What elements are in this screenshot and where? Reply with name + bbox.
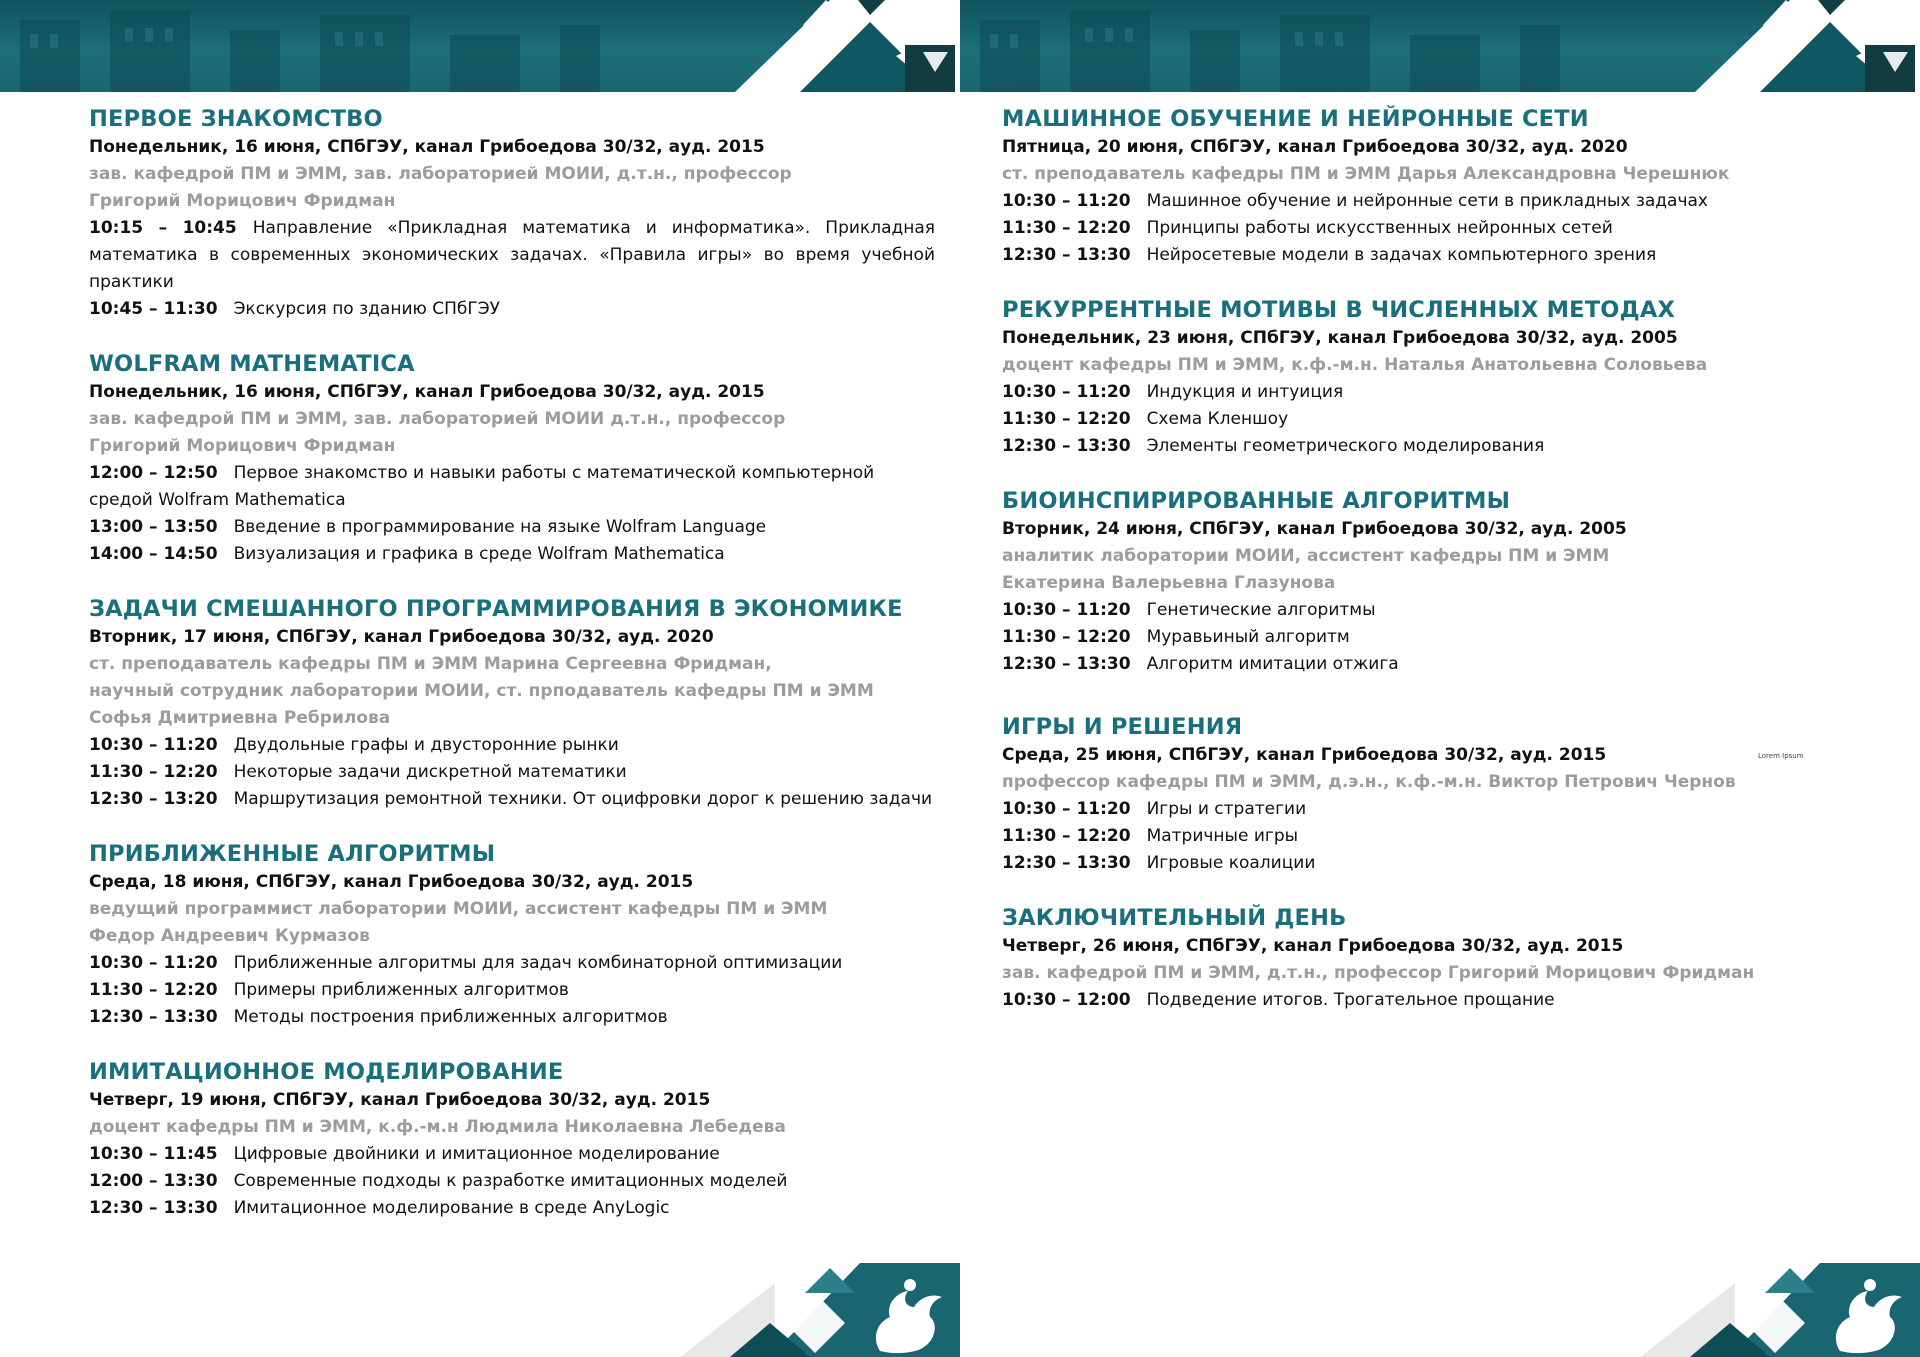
- schedule-item: [89, 215, 935, 296]
- schedule-item: [89, 460, 879, 514]
- lecturer-line: доцент кафедры ПМ и ЭММ, к.ф.-м.н. Наталья Анатольевна Соловьева: [1002, 355, 1708, 375]
- section-date-place: Четверг, 26 июня, СПбГЭУ, канал Грибоедова 30/32, ауд. 2015: [1002, 936, 1624, 956]
- section-title: ЗАКЛЮЧИТЕЛЬНЫЙ ДЕНЬ: [1002, 905, 1347, 931]
- section-date-place: Среда, 18 июня, СПбГЭУ, канал Грибоедова 30/32, ауд. 2015: [89, 872, 694, 892]
- lecturer-line: Федор Андреевич Курмазов: [89, 926, 370, 946]
- schedule-topic: Подведение итогов. Трогательное прощание: [1146, 990, 1555, 1010]
- header-banner-left: [0, 0, 960, 92]
- lecturer-line: Софья Дмитриевна Ребрилова: [89, 708, 391, 728]
- lecturer-line: Григорий Морицович Фридман: [89, 436, 396, 456]
- schedule-item: [1002, 242, 1848, 269]
- schedule-time: 11:30 – 12:20: [1002, 409, 1131, 429]
- schedule-time: 10:30 – 11:20: [1002, 600, 1131, 620]
- schedule-time: 10:30 – 11:20: [1002, 382, 1131, 402]
- schedule-time: 12:30 – 13:30: [1002, 654, 1131, 674]
- schedule-time: 10:30 – 11:20: [1002, 799, 1131, 819]
- schedule-topic: Игровые коалиции: [1146, 853, 1316, 873]
- section-final-day: [1002, 903, 1848, 1014]
- lecturer-line: Екатерина Валерьевна Глазунова: [1002, 573, 1336, 593]
- section-games: [1002, 712, 1848, 877]
- schedule-topic: Принципы работы искусственных нейронных сетей: [1146, 218, 1613, 238]
- schedule-topic: Генетические алгоритмы: [1146, 600, 1376, 620]
- schedule-topic: Направление «Прикладная математика и информатика». Прикладная математика в современных экономических задачах. «Правила игры» во время учебной практики: [89, 218, 935, 292]
- section-title: ИМИТАЦИОННОЕ МОДЕЛИРОВАНИЕ: [89, 1059, 564, 1085]
- schedule-item: [89, 1168, 935, 1195]
- section-recurrent-motifs: [1002, 295, 1848, 460]
- schedule-topic: Первое знакомство и навыки работы с математической компьютерной средой Wolfram Mathematica: [89, 463, 875, 510]
- schedule-item: [89, 514, 935, 541]
- schedule-time: 14:00 – 14:50: [89, 544, 218, 564]
- schedule-item: [1002, 850, 1848, 877]
- section-title: WOLFRAM MATHEMATICA: [89, 351, 415, 377]
- section-title: БИОИНСПИРИРОВАННЫЕ АЛГОРИТМЫ: [1002, 488, 1511, 514]
- schedule-item: [89, 1195, 935, 1222]
- header-banner-right: [960, 0, 1920, 92]
- program-column-left: [89, 104, 935, 1248]
- section-date-place: Вторник, 24 июня, СПбГЭУ, канал Грибоедова 30/32, ауд. 2005: [1002, 519, 1627, 539]
- footer-decoration-left: [680, 1263, 960, 1357]
- schedule-topic: Некоторые задачи дискретной математики: [233, 762, 627, 782]
- schedule-time: 12:00 – 13:30: [89, 1171, 218, 1191]
- schedule-item: [1002, 796, 1848, 823]
- schedule-item: [89, 759, 935, 786]
- section-date-place: Среда, 25 июня, СПбГЭУ, канал Грибоедова 30/32, ауд. 2015: [1002, 745, 1607, 765]
- schedule-topic: Современные подходы к разработке имитационных моделей: [233, 1171, 788, 1191]
- lecturer-line: зав. кафедрой ПМ и ЭММ, д.т.н., профессор Григорий Морицович Фридман: [1002, 963, 1755, 983]
- lecturer-line: научный сотрудник лаборатории МОИИ, ст. прподаватель кафедры ПМ и ЭММ: [89, 681, 874, 701]
- section-title: ПЕРВОЕ ЗНАКОМСТВО: [89, 106, 383, 132]
- schedule-topic: Введение в программирование на языке Wolfram Language: [233, 517, 767, 537]
- section-title: ПРИБЛИЖЕННЫЕ АЛГОРИТМЫ: [89, 841, 496, 867]
- section-date-place: Вторник, 17 июня, СПбГЭУ, канал Грибоедова 30/32, ауд. 2020: [89, 627, 714, 647]
- lecturer-line: зав. кафедрой ПМ и ЭММ, зав. лабораторией МОИИ, д.т.н., профессор: [89, 164, 792, 184]
- lecturer-line: профессор кафедры ПМ и ЭММ, д.э.н., к.ф.-м.н. Виктор Петрович Чернов: [1002, 772, 1736, 792]
- schedule-item: [89, 732, 935, 759]
- schedule-time: 10:30 – 11:20: [89, 735, 218, 755]
- schedule-time: 11:30 – 12:20: [89, 980, 218, 1000]
- schedule-time: 11:30 – 12:20: [1002, 826, 1131, 846]
- schedule-topic: Элементы геометрического моделирования: [1146, 436, 1545, 456]
- schedule-time: 12:30 – 13:30: [89, 1007, 218, 1027]
- lecturer-line: доцент кафедры ПМ и ЭММ, к.ф.-м.н Людмила Николаевна Лебедева: [89, 1117, 786, 1137]
- schedule-topic: Имитационное моделирование в среде AnyLogic: [233, 1198, 670, 1218]
- schedule-time: 12:00 – 12:50: [89, 463, 218, 483]
- schedule-topic: Муравьиный алгоритм: [1146, 627, 1350, 647]
- schedule-time: 12:30 – 13:30: [89, 1198, 218, 1218]
- section-machine-learning: [1002, 104, 1848, 269]
- schedule-time: 11:30 – 12:20: [1002, 627, 1131, 647]
- schedule-topic: Игры и стратегии: [1146, 799, 1307, 819]
- schedule-item: [1002, 597, 1848, 624]
- placeholder-text: Lorem Ipsum: [1758, 752, 1804, 760]
- schedule-topic: Матричные игры: [1146, 826, 1299, 846]
- section-first-meeting: [89, 104, 935, 323]
- schedule-topic: Примеры приближенных алгоритмов: [233, 980, 569, 1000]
- schedule-topic: Приближенные алгоритмы для задач комбинаторной оптимизации: [233, 953, 843, 973]
- schedule-item: [89, 977, 935, 1004]
- schedule-topic: Экскурсия по зданию СПбГЭУ: [233, 299, 500, 319]
- section-title: МАШИННОЕ ОБУЧЕНИЕ И НЕЙРОННЫЕ СЕТИ: [1002, 106, 1589, 132]
- schedule-time: 11:30 – 12:20: [1002, 218, 1131, 238]
- schedule-item: [1002, 188, 1848, 215]
- schedule-topic: Нейросетевые модели в задачах компьютерного зрения: [1146, 245, 1657, 265]
- section-approx-algorithms: [89, 839, 935, 1031]
- footer-decoration-right: [1640, 1263, 1920, 1357]
- lecturer-line: ст. преподаватель кафедры ПМ и ЭММ Дарья Александровна Черешнюк: [1002, 164, 1730, 184]
- schedule-time: 12:30 – 13:30: [1002, 436, 1131, 456]
- lecturer-line: аналитик лаборатории МОИИ, ассистент кафедры ПМ и ЭММ: [1002, 546, 1610, 566]
- schedule-topic: Алгоритм имитации отжига: [1146, 654, 1399, 674]
- section-mixed-programming: [89, 594, 935, 813]
- lecturer-line: ст. преподаватель кафедры ПМ и ЭММ Марина Сергеевна Фридман,: [89, 654, 772, 674]
- schedule-item: [89, 296, 935, 323]
- schedule-topic: Цифровые двойники и имитационное моделирование: [233, 1144, 720, 1164]
- schedule-item: [1002, 406, 1848, 433]
- schedule-topic: Индукция и интуиция: [1146, 382, 1344, 402]
- section-date-place: Понедельник, 16 июня, СПбГЭУ, канал Грибоедова 30/32, ауд. 2015: [89, 137, 765, 157]
- schedule-topic: Схема Кленшоу: [1146, 409, 1289, 429]
- schedule-time: 10:30 – 11:20: [1002, 191, 1131, 211]
- schedule-time: 10:30 – 12:00: [1002, 990, 1131, 1010]
- schedule-item: [89, 786, 935, 813]
- section-bioinspired: [1002, 486, 1848, 678]
- schedule-time: 10:30 – 11:20: [89, 953, 218, 973]
- schedule-time: 10:45 – 11:30: [89, 299, 218, 319]
- schedule-item: [1002, 379, 1848, 406]
- schedule-time: 12:30 – 13:30: [1002, 245, 1131, 265]
- schedule-topic: Визуализация и графика в среде Wolfram Mathematica: [233, 544, 725, 564]
- schedule-item: [89, 950, 935, 977]
- schedule-time: 12:30 – 13:30: [1002, 853, 1131, 873]
- schedule-item: [1002, 823, 1848, 850]
- lecturer-line: зав. кафедрой ПМ и ЭММ, зав. лабораторией МОИИ д.т.н., профессор: [89, 409, 786, 429]
- section-wolfram: [89, 349, 935, 568]
- section-date-place: Понедельник, 16 июня, СПбГЭУ, канал Грибоедова 30/32, ауд. 2015: [89, 382, 765, 402]
- schedule-item: [1002, 651, 1848, 678]
- section-date-place: Понедельник, 23 июня, СПбГЭУ, канал Грибоедова 30/32, ауд. 2005: [1002, 328, 1678, 348]
- schedule-item: [89, 1141, 935, 1168]
- program-column-right: [1002, 104, 1848, 1040]
- schedule-time: 12:30 – 13:20: [89, 789, 218, 809]
- schedule-time: 11:30 – 12:20: [89, 762, 218, 782]
- schedule-item: [1002, 215, 1848, 242]
- schedule-topic: Методы построения приближенных алгоритмов: [233, 1007, 668, 1027]
- schedule-topic: Двудольные графы и двусторонние рынки: [233, 735, 619, 755]
- section-title: ИГРЫ И РЕШЕНИЯ: [1002, 714, 1243, 740]
- section-simulation: [89, 1057, 935, 1222]
- lecturer-line: Григорий Морицович Фридман: [89, 191, 396, 211]
- schedule-time: 13:00 – 13:50: [89, 517, 218, 537]
- schedule-time: 10:15 – 10:45: [89, 218, 237, 238]
- schedule-item: [89, 1004, 935, 1031]
- schedule-item: [1002, 433, 1848, 460]
- section-title: ЗАДАЧИ СМЕШАННОГО ПРОГРАММИРОВАНИЯ В ЭКОНОМИКЕ: [89, 596, 903, 622]
- schedule-item: [1002, 987, 1848, 1014]
- schedule-topic: Маршрутизация ремонтной техники. От оцифровки дорог к решению задачи: [233, 789, 933, 809]
- section-date-place: Пятница, 20 июня, СПбГЭУ, канал Грибоедова 30/32, ауд. 2020: [1002, 137, 1628, 157]
- schedule-topic: Машинное обучение и нейронные сети в прикладных задачах: [1146, 191, 1708, 211]
- schedule-time: 10:30 – 11:45: [89, 1144, 218, 1164]
- schedule-item: [1002, 624, 1848, 651]
- schedule-item: [89, 541, 935, 568]
- section-date-place: Четверг, 19 июня, СПбГЭУ, канал Грибоедова 30/32, ауд. 2015: [89, 1090, 711, 1110]
- section-title: РЕКУРРЕНТНЫЕ МОТИВЫ В ЧИСЛЕННЫХ МЕТОДАХ: [1002, 297, 1676, 323]
- lecturer-line: ведущий программист лаборатории МОИИ, ассистент кафедры ПМ и ЭММ: [89, 899, 828, 919]
